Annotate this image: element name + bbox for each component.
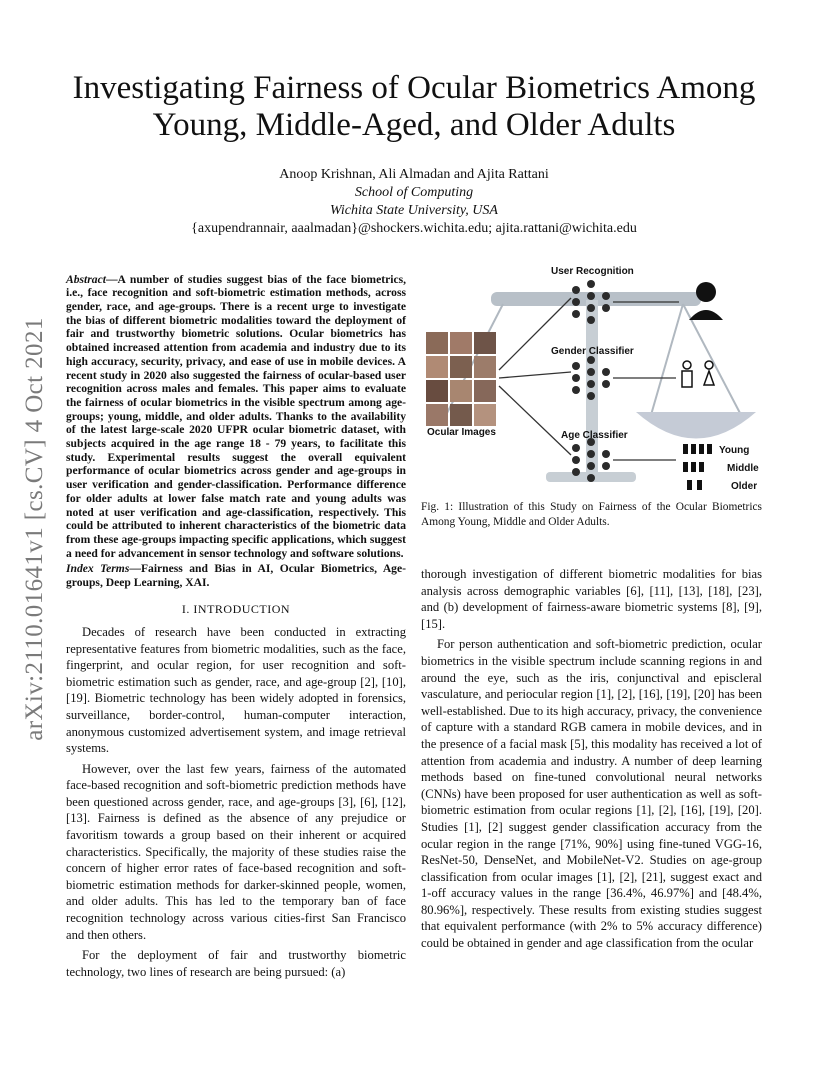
scale-chain xyxy=(683,304,741,415)
paragraph: thorough investigation of different biometric modalities for bias analysis across demographic variables [6], [11], [13], [18], [23], and (b) development of fairness-aware biometric systems [8], [9], [15]. xyxy=(421,567,762,631)
author-block xyxy=(100,166,728,238)
arrow xyxy=(499,386,571,455)
author-names: Anoop Krishnan, Ali Almadan and Ajita Rattani xyxy=(279,167,549,182)
paragraph: Decades of research have been conducted in extracting representative features from biometric modalities, such as the face, fingerprint, and ocular region, for user recognition and soft-biometric estimation such as gender, race, and age-group [2], [10], [19]. Biometric technology has been widely adopted in forensics, surveillance, border-control, human-computer interaction, anonymous customized advertisement system, and image retrieval systems. xyxy=(66,624,406,756)
index-terms-text: —Fairness and Bias in AI, Ocular Biometrics, Age-groups, Deep Learning, XAI. xyxy=(66,562,406,590)
label-gender-classifier: Gender Classifier xyxy=(551,346,634,357)
arrow xyxy=(499,298,571,370)
figure-1 xyxy=(421,260,761,495)
abstract-lead: Abstract xyxy=(66,272,106,286)
index-terms xyxy=(66,562,406,589)
age-groups-icon xyxy=(683,444,712,490)
author-emails: {axupendrannair, aaalmadan}@shockers.wichita.edu; ajita.rattani@wichita.edu xyxy=(191,221,637,236)
abstract-text: —A number of studies suggest bias of the face biometrics, i.e., face recognition and soft-biometric estimation methods, across gender, race, and age-groups. There is a recent urge to investigate the bias of different biometric modalities toward the deployment of fair and trustworthy biometric solutions. Ocular biometrics has obtained increased attention from academia and industry due to its high accuracy, security, privacy, and ease of use in mobile devices. A recent study in 2020 also suggested the fairness of ocular-based user recognition across males and females. This paper aims to evaluate the fairness of ocular biometrics in the visible spectrum among age-groups; young, middle, and older adults. Thanks to the availability of the latest large-scale 2020 UFPR ocular biometric dataset, with subjects acquired in the age range 18 - 79 years, to facilitate this study. Experimental results suggest the overall equivalent performance of ocular biometrics across gender and age-groups in user verification and gender-classification. Performance difference for older adults at lower false match rate and young adults was noted at user verification and age-classification, respectively. This could be attributed to inherent characteristics of the biometric data from these age-groups impacting specific applications, which suggest a need for advancement in sensor technology and software solutions. xyxy=(66,272,406,560)
right-column xyxy=(421,566,762,956)
index-terms-lead: Index Terms xyxy=(66,562,130,576)
paper-title: Investigating Fairness of Ocular Biometrics Among Young, Middle-Aged, and Older Adults xyxy=(72,70,756,143)
paragraph: For the deployment of fair and trustworthy biometric technology, two lines of research are being pursued: (a) xyxy=(66,948,406,979)
label-young: Young xyxy=(719,445,750,456)
male-female-icon xyxy=(682,361,714,387)
left-column xyxy=(66,261,406,984)
arxiv-sidebar xyxy=(10,290,60,770)
scale-chain xyxy=(651,304,683,415)
paragraph: For person authentication and soft-biometric prediction, ocular biometrics in the visible spectrum include scanning regions in and around the eye, such as the iris, conjunctival and episcleral vasculature, and periocular region [1], [2], [16], [19], [20] has been well-established. Due to its high accuracy, privacy, the convenience of capture with a standard RGB camera in mobile devices, and in the presence of a facial mask [5], this modality has received a lot of attention from academia and industry. A number of deep learning methods based on fine-tuned convolutional neural networks (CNNs) have been proposed for user authentication as well as soft-biometric estimation from ocular regions [1], [2], [16], [19], [20]. Studies [1], [2] suggest gender classification accuracy from the ocular region in the range [71%, 90%] using fine-tuned VGG-16, ResNet-50, DenseNet, and MobileNet-V2. Studies on age-group classification from ocular images [1], [2], [21], suggest exact and 1-off accuracy values in the range [36.4%, 46.97%] and [48.4%, 80.96%], respectively. These results from existing studies suggest that equivalent performance (with 2% to 5% accuracy difference) could be obtained in gender and age classification from the ocular xyxy=(421,637,762,951)
section-heading: I. INTRODUCTION xyxy=(181,602,291,617)
label-older: Older xyxy=(731,481,758,492)
figure-illustration xyxy=(421,260,761,495)
user-icon xyxy=(696,282,716,302)
arrow xyxy=(499,372,571,378)
paragraph: However, over the last few years, fairness of the automated face-based recognition and soft-biometric prediction methods have been questioned across gender, race, and age-groups [3], [6], [12], [13]. Fairness is defined as the absence of any prejudice or favoritism towards a group based on their inherent or acquired characteristics. Specifically, the majority of these studies raise the concern of higher error rates of face-based recognition and soft-biometric estimation methods for darker-skinned people, women, and older adults. This has led to the temporary ban of face recognition technology across various cities-first San Francisco and then others. xyxy=(66,761,406,942)
user-icon-body xyxy=(689,310,723,320)
abstract xyxy=(66,273,406,561)
affiliation-school: School of Computing xyxy=(354,185,474,200)
scale-pan xyxy=(636,412,756,439)
label-middle: Middle xyxy=(727,463,759,474)
arxiv-identifier: arXiv:2110.01641v1 [cs.CV] 4 Oct 2021 xyxy=(21,317,48,741)
figure-caption: Fig. 1: Illustration of this Study on Fairness of the Ocular Biometrics Among Young, Middle and Older Adults. xyxy=(421,501,762,528)
label-age-classifier: Age Classifier xyxy=(561,430,628,441)
ocular-image-grid xyxy=(426,332,496,426)
affiliation-university: Wichita State University, USA xyxy=(330,203,498,218)
label-user-recognition: User Recognition xyxy=(551,266,634,277)
label-ocular-images: Ocular Images xyxy=(427,427,496,438)
